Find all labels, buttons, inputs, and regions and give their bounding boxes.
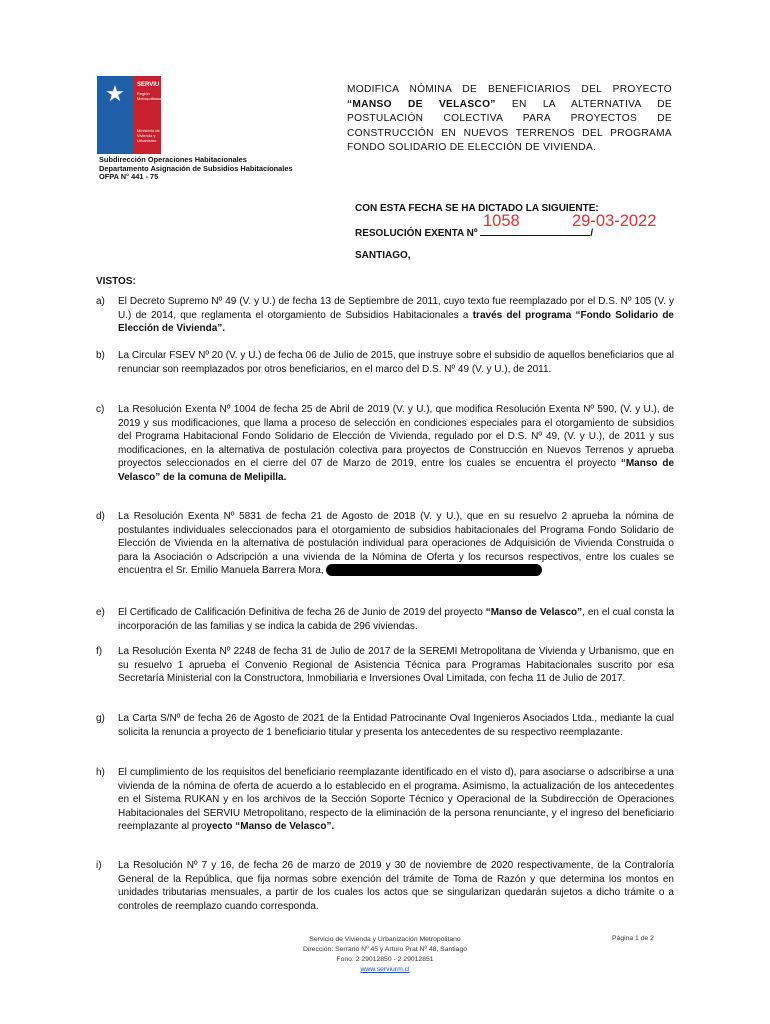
city-line: SANTIAGO,	[355, 250, 411, 261]
page-number: Página 1 de 2	[612, 935, 654, 942]
ofpa-number: OFPA N° 441 - 75	[99, 172, 159, 182]
visto-item: i) La Resolución Nº 7 y 16, de fecha 26 de marzo de 2019 y 30 de noviembre de 2020 respectivamente, de la Contraloría General de la República, que fija normas sobre exención del trámite de Toma de Razón y que determina los montos en unidades tributarias mensuales, a partir de los cuales los actos que se singularizan quedarán sujetos a dicho trámite o a controles de reemplazo cuando corresponda.	[96, 860, 674, 912]
website-link[interactable]: www.serviurm.cl	[360, 966, 410, 973]
visto-item: c) La Resolución Exenta Nº 1004 de fecha 25 de Abril de 2019 (V. y U.), que modifica Resolución Exenta Nº 590, (V. y U.), de 2019 y sus modificaciones, que llama a proceso de selección en condiciones especiales para el otorgamiento de subsidios del Programa Habitacional Fondo Solidario de Elección de Vivienda, regulado por el D.S. Nº 49, (V. y U.), de 2011 y sus modificaciones, en la alternativa de postulación colectiva para proyectos de Construcción en Nuevos Terrenos y aprueba proyectos seleccionados en el cierre del 07 de Marzo de 2019, entre los cuales se encuentra el proyecto “Manso de Velasco” de la comuna de Melipilla.	[96, 404, 675, 483]
resolution-label-line: RESOLUCIÓN EXENTA Nº /	[355, 228, 594, 239]
resolution-number: 1058	[483, 212, 520, 230]
document-title: MODIFICA NÓMINA DE BENEFICIARIOS DEL PROYECTO “MANSO DE VELASCO” EN LA ALTERNATIVA DE POSTULACIÓN COLECTIVA PARA PROYECTOS DE CONSTRUCCIÓN EN NUEVOS TERRENOS DEL PROGRAMA FONDO SOLIDARIO DE ELECCIÓN DE VIVIENDA.	[347, 84, 672, 154]
redaction-bar	[326, 564, 542, 576]
visto-item: g) La Carta S/Nº de fecha 26 de Agosto de 2021 de la Entidad Patrocinante Oval Ingenieros Asociados Ltda., mediante la cual solicita la renuncia a proyecto de 1 beneficiario titular y presenta los antecedentes de su respectivo reemplazante.	[96, 713, 674, 738]
department-name: Departamento Asignación de Subsidios Habitacionales	[99, 163, 293, 173]
logo-region: Región Metropolitana	[137, 91, 162, 101]
project-name: “MANSO DE VELASCO”	[347, 98, 496, 110]
page-footer: Servicio de Vivienda y Urbanización Metropolitano Dirección: Serrano Nº 45 y Arturo Prat Nº 48, Santiago Fono: 2 29012850 - 2 29012851 www.serviurm.cl	[240, 935, 530, 975]
resolution-date: 29-03-2022	[572, 212, 657, 230]
vistos-heading: VISTOS:	[96, 276, 136, 287]
logo-ministry: Ministerio de Vivienda y Urbanismo	[137, 128, 160, 143]
coat-of-arms-icon: ★	[105, 81, 125, 106]
resolution-intro: CON ESTA FECHA SE HA DICTADO LA SIGUIENTE:	[355, 203, 599, 214]
logo-org: SERVIU	[137, 82, 160, 88]
visto-item: a) El Decreto Supremo Nº 49 (V. y U.) de fecha 13 de Septiembre de 2011, cuyo texto fue reemplazado por el D.S. Nº 105 (V. y U.) de 2014, que reglamenta el otorgamiento de Subsidios Habitacionales a través del programa “Fondo Solidario de Elección de Vivienda”.	[96, 296, 674, 334]
serviu-logo	[97, 76, 161, 154]
visto-item: f) La Resolución Exenta Nº 2248 de fecha 31 de Julio de 2017 de la SEREMI Metropolitana de Vivienda y Urbanismo, que en su resuelvo 1 aprueba el Convenio Regional de Asistencia Técnica para Programas Habitacionales suscrito por esa Secretaría Ministerial con la Constructora, Inmobiliaria e Inversiones Oval Limitada, con fecha 11 de Julio de 2017.	[96, 646, 674, 684]
visto-item: d) La Resolución Exenta Nº 5831 de fecha 21 de Agosto de 2018 (V. y U.), que en su resuelvo 2 aprueba la nómina de postulantes individuales seleccionados para el otorgamiento de subsidios habitacionales del Programa Fondo Solidario de Elección de Vivienda en la alternativa de postulación individual para operaciones de Adquisición de Vivienda Construida o para la Asociación o Adscripción a una vivienda de la Nómina de Oferta y los recursos respectivos, entre los cuales se encuentra el Sr. Emilio Manuela Barrera Mora,	[96, 511, 674, 576]
visto-item: b) La Circular FSEV Nº 20 (V. y U.) de fecha 06 de Julio de 2015, que instruye sobre el subsidio de aquellos beneficiarios que al renunciar son reemplazados por otros beneficiarios, en el marco del D.S. Nº 49 (V. y U.), de 2011.	[96, 350, 674, 375]
visto-item: h) El cumplimiento de los requisitos del beneficiario reemplazante identificado en el visto d), para asociarse o adscribirse a una vivienda de la nómina de oferta de acuerdo a lo establecido en el programa. Asimismo, la actualización de los antecedentes en el Sistema RUKAN y en los archivos de la Sección Soporte Técnico y Operacional de la Subdirección de Operaciones Habitacionales del SERVIU Metropolitano, respecto de la eliminación de la persona renunciante, y el ingreso del beneficiario reemplazante al proyecto “Manso de Velasco”.	[96, 767, 674, 832]
number-underline	[480, 227, 590, 236]
visto-item: e) El Certificado de Calificación Definitiva de fecha 26 de Junio de 2019 del proyecto “Manso de Velasco”, en el cual consta la incorporación de las familias y se indica la cabida de 296 viviendas.	[96, 607, 675, 632]
subdirection-name: Subdirección Operaciones Habitacionales	[99, 155, 247, 164]
subdirection-block	[99, 156, 293, 182]
